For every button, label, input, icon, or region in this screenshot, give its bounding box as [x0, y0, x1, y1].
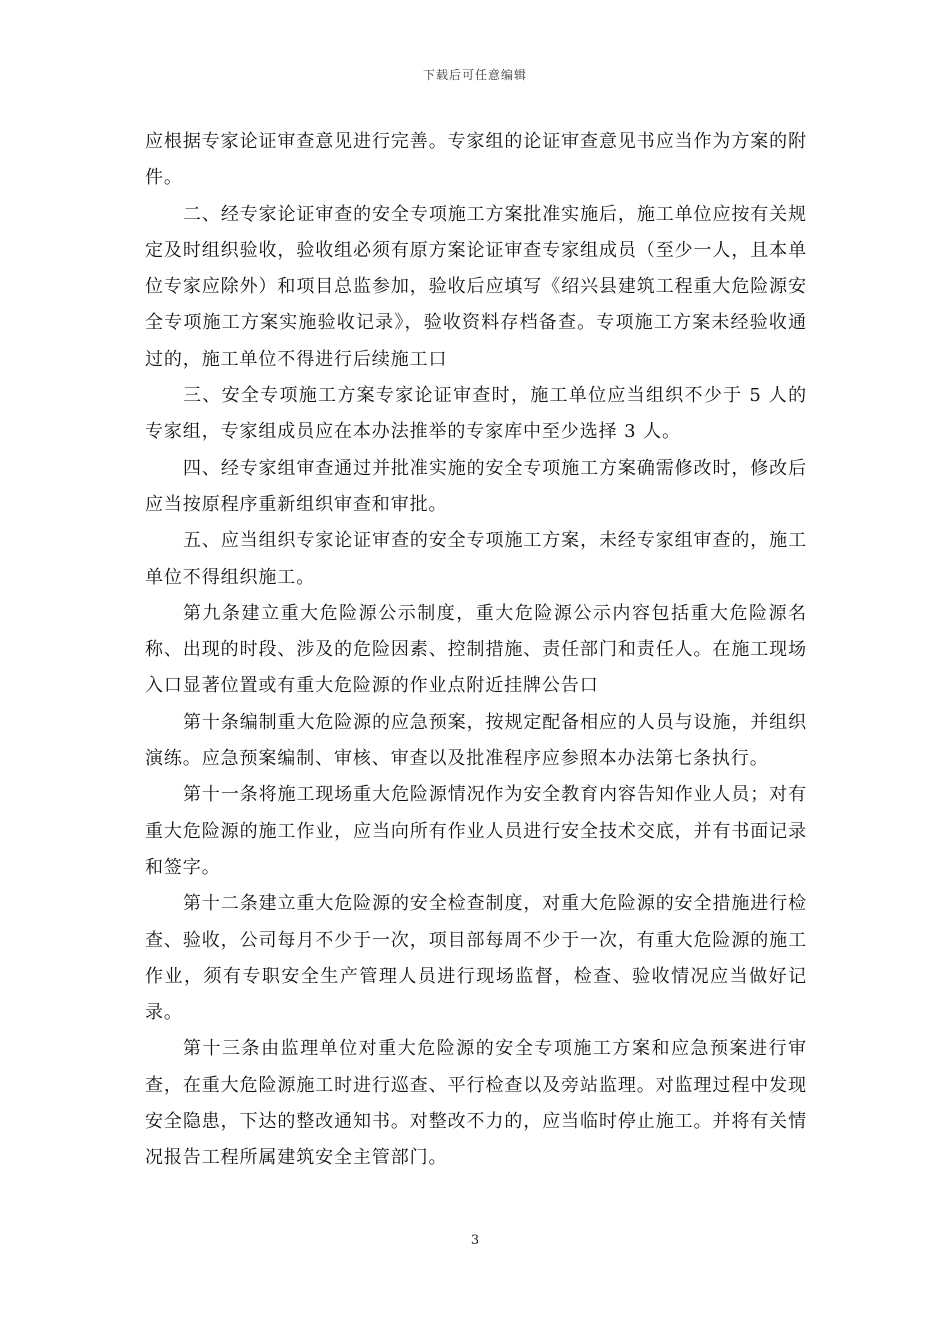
- paragraph-article-11: 第十一条将施工现场重大危险源情况作为安全教育内容告知作业人员；对有重大危险源的施工作业，应当向所有作业人员进行安全技术交底，并有书面记录和签字。: [145, 784, 807, 878]
- paragraph-article-13: 第十三条由监理单位对重大危险源的安全专项施工方案和应急预案进行审查，在重大危险源施工时进行巡查、平行检查以及旁站监理。对监理过程中发现安全隐患，下达的整改通知书。对整改不力的，应当临时停止施工。并将有关情况报告工程所属建筑安全主管部门。: [145, 1038, 807, 1169]
- paragraph-article-9: 第九条建立重大危险源公示制度，重大危险源公示内容包括重大危险源名称、出现的时段、涉及的危险因素、控制措施、责任部门和责任人。在施工现场入口显著位置或有重大危险源的作业点附近挂牌公告口: [145, 602, 807, 697]
- page-number: 3: [470, 1233, 480, 1248]
- paragraph-item-3: 三、安全专项施工方案专家论证审查时，施工单位应当组织不少于 5 人的专家组，专家组成员应在本办法推举的专家库中至少选择 3 人。: [145, 385, 807, 443]
- paragraph-continuation: 应根据专家论证审查意见进行完善。专家组的论证审查意见书应当作为方案的附件。: [145, 131, 807, 189]
- document-body: [145, 124, 807, 1177]
- paragraph-item-2: 二、经专家论证审查的安全专项施工方案批准实施后，施工单位应按有关规定及时组织验收，验收组必须有原方案论证审查专家组成员（至少一人，且本单位专家应除外）和项目总监参加，验收后应填写《绍兴县建筑工程重大危险源安全专项施工方案实施验收记录》，验收资料存档备查。专项施工方案未经验收通过的，施工单位不得进行后续施工口: [145, 203, 807, 370]
- paragraph-item-5: 五、应当组织专家论证审查的安全专项施工方案，未经专家组审查的，施工单位不得组织施工。: [145, 530, 807, 588]
- paragraph-article-10: 第十条编制重大危险源的应急预案，按规定配备相应的人员与设施，并组织演练。应急预案编制、审核、审查以及批准程序应参照本办法第七条执行。: [145, 711, 807, 770]
- paragraph-item-4: 四、经专家组审查通过并批准实施的安全专项施工方案确需修改时，修改后应当按原程序重新组织审查和审批。: [145, 457, 807, 515]
- paragraph-article-12: 第十二条建立重大危险源的安全检查制度，对重大危险源的安全措施进行检查、验收，公司每月不少于一次，项目部每周不少于一次，有重大危险源的施工作业，须有专职安全生产管理人员进行现场监督，检查、验收情况应当做好记录。: [145, 893, 807, 1024]
- page-header: 下载后可任意编辑: [422, 68, 527, 82]
